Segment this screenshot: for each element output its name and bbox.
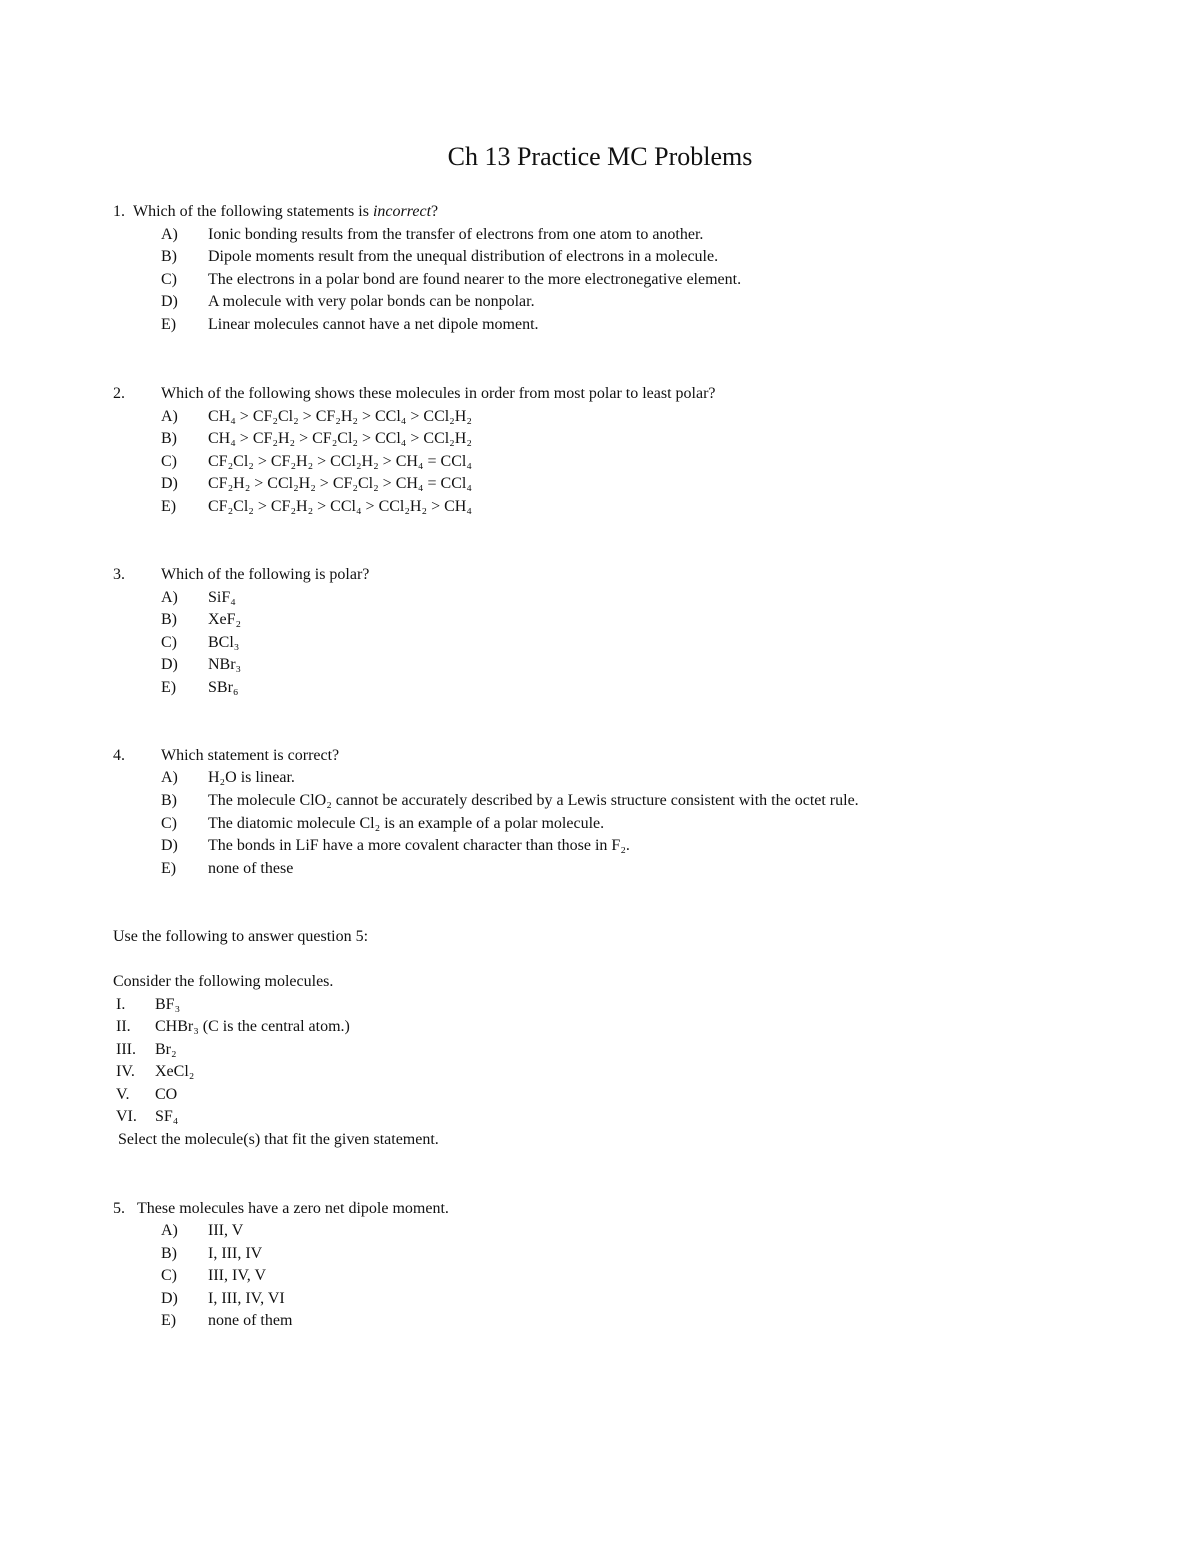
option-label: E)	[161, 860, 177, 877]
option-text: The bonds in LiF have a more covalent character than those in F₂.	[208, 837, 630, 854]
option-text: The electrons in a polar bond are found nearer to the more electronegative element.	[208, 271, 742, 288]
roman-numeral: II.	[116, 1018, 131, 1035]
option-text: III, IV, V	[208, 1267, 267, 1284]
option-label: A)	[161, 589, 178, 606]
option-text: H₂O is linear.	[208, 769, 295, 786]
option-text: I, III, IV	[208, 1245, 263, 1262]
option-text: CF₂Cl₂ > CF₂H₂ > CCl₄ > CCl₂H₂ > CH₄	[208, 498, 472, 515]
molecule-text: SF₄	[155, 1108, 179, 1125]
option-label: B)	[161, 611, 177, 628]
option-text: Ionic bonding results from the transfer of electrons from one atom to another.	[208, 226, 704, 243]
molecule-text: BF₃	[155, 996, 181, 1013]
molecule-text: Br₂	[155, 1041, 177, 1058]
roman-numeral: V.	[116, 1086, 130, 1103]
option-text: III, V	[208, 1222, 244, 1239]
question-number: 1.	[113, 203, 125, 220]
option-text: Linear molecules cannot have a net dipole moment.	[208, 316, 539, 333]
roman-numeral: VI.	[116, 1108, 137, 1125]
option-label: C)	[161, 634, 177, 651]
question-text: Which of the following statements is incorrect?	[133, 203, 439, 220]
molecule-text: CO	[155, 1086, 178, 1103]
question-number: 4.	[113, 747, 125, 764]
option-label: C)	[161, 453, 177, 470]
question-number: 2.	[113, 385, 125, 402]
option-label: B)	[161, 248, 177, 265]
molecule-text: XeCl₂	[155, 1063, 195, 1080]
option-label: C)	[161, 1267, 177, 1284]
option-label: B)	[161, 792, 177, 809]
option-label: A)	[161, 1222, 178, 1239]
option-label: A)	[161, 226, 178, 243]
option-text: I, III, IV, VI	[208, 1290, 285, 1307]
molecule-text: CHBr₃ (C is the central atom.)	[155, 1018, 350, 1035]
question-text: Which of the following is polar?	[161, 566, 370, 583]
select-text: Select the molecule(s) that fit the given statement.	[118, 1131, 439, 1148]
option-text: NBr₃	[208, 656, 242, 673]
option-text: CH₄ > CF₂Cl₂ > CF₂H₂ > CCl₄ > CCl₂H₂	[208, 408, 472, 425]
option-text: A molecule with very polar bonds can be nonpolar.	[208, 293, 535, 310]
option-text: CF₂H₂ > CCl₂H₂ > CF₂Cl₂ > CH₄ = CCl₄	[208, 475, 472, 492]
roman-numeral: IV.	[116, 1063, 135, 1080]
consider-text: Consider the following molecules.	[113, 973, 334, 990]
option-label: A)	[161, 769, 178, 786]
option-text: SBr₆	[208, 679, 239, 696]
option-label: C)	[161, 815, 177, 832]
option-label: B)	[161, 430, 177, 447]
question-number: 3.	[113, 566, 125, 583]
question-text: Which statement is correct?	[161, 747, 340, 764]
option-label: E)	[161, 679, 177, 696]
roman-numeral: III.	[116, 1041, 136, 1058]
option-text: none of these	[208, 860, 294, 877]
option-text: CF₂Cl₂ > CF₂H₂ > CCl₂H₂ > CH₄ = CCl₄	[208, 453, 472, 470]
option-label: D)	[161, 837, 178, 854]
option-label: E)	[161, 498, 177, 515]
option-text: The molecule ClO₂ cannot be accurately described by a Lewis structure consistent with the octet rule.	[208, 792, 859, 809]
option-text: BCl₃	[208, 634, 240, 651]
option-label: E)	[161, 316, 177, 333]
question-number: 5.	[113, 1200, 125, 1217]
question-text: These molecules have a zero net dipole moment.	[137, 1200, 449, 1217]
option-text: CH₄ > CF₂H₂ > CF₂Cl₂ > CCl₄ > CCl₂H₂	[208, 430, 472, 447]
option-text: SiF₄	[208, 589, 236, 606]
option-text: none of them	[208, 1312, 293, 1329]
option-label: D)	[161, 656, 178, 673]
use-following-text: Use the following to answer question 5:	[113, 928, 369, 945]
option-text: The diatomic molecule Cl₂ is an example of a polar molecule.	[208, 815, 605, 832]
option-label: A)	[161, 408, 178, 425]
option-label: D)	[161, 293, 178, 310]
page-title: Ch 13 Practice MC Problems	[447, 142, 753, 171]
option-label: D)	[161, 475, 178, 492]
option-text: XeF₂	[208, 611, 242, 628]
roman-numeral: I.	[116, 996, 126, 1013]
question-text: Which of the following shows these molecules in order from most polar to least polar?	[161, 385, 716, 402]
option-text: Dipole moments result from the unequal distribution of electrons in a molecule.	[208, 248, 719, 265]
option-label: C)	[161, 271, 177, 288]
option-label: B)	[161, 1245, 177, 1262]
option-label: D)	[161, 1290, 178, 1307]
option-label: E)	[161, 1312, 177, 1329]
